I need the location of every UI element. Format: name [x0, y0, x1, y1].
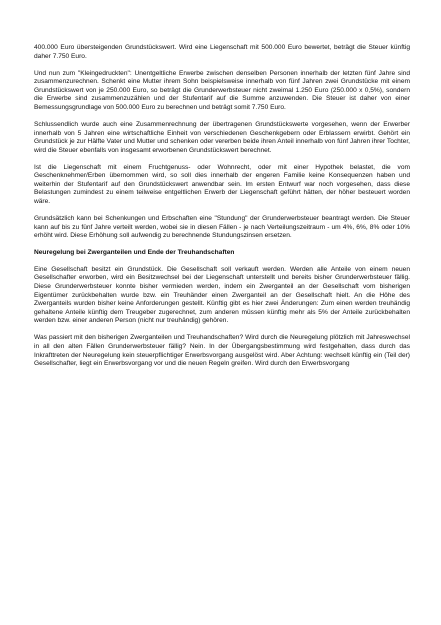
paragraph-3: Schlussendlich wurde auch eine Zusammenrechnung der übertragenen Grundstückswerte vorgesehen, wenn der Erwerber innerhalb von 5 Jahren eine wirtschaftliche Einheit von verschiedenen Geschenkgebern oder Erblassern erwirbt. Gehört ein Grundstück je zur Hälfte Vater und Mutter und schenken oder vererben beide ihren Anteil innerhalb von fünf Jahren ihrer Tochter, wird die Steuer ebenfalls von insgesamt erworbenen Grundstückswert berechnet. — [34, 120, 410, 154]
paragraph-4: Ist die Liegenschaft mit einem Fruchtgenuss- oder Wohnrecht, oder mit einer Hypothek belastet, die vom Geschenknehmer/Erben übernommen wird, so soll dies innerhalb der engeren Familie keine Konsequenzen haben und weiterhin der Stufentarif auf den Grundstückswert anwendbar sein. Im ersten Entwurf war noch vorgesehen, dass diese Belastungen zumindest zu einem teilweise entgeltlichen Erwerb der Liegenschaft geführt hätten, der höher besteuert worden wäre. — [34, 163, 410, 206]
document-page — [34, 44, 410, 377]
paragraph-6: Eine Gesellschaft besitzt ein Grundstück. Die Gesellschaft soll verkauft werden. Werden alle Anteile von einem neuen Gesellschafter erworben, wird ein Besitzwechsel bei der Liegenschaft unterstellt und bereits bisher Grunderwerbsteuer fällig. Diese Grunderwerbsteuer konnte bisher vermieden werden, indem ein Zwerganteil an der Gesellschaft vom bisherigen Eigentümer zurückbehalten wurde bzw. ein Treuhänder einen Zwerganteil an der Gesellschaft hielt. An die Höhe des Zwerganteils wurden bisher keine Anforderungen gestellt. Künftig gibt es hier zwei Änderungen: Zum einen werden treuhändig gehaltene Anteile künftig dem Treugeber zugerechnet, zum anderen müssen künftig mehr als 5% der Anteile zurückbehalten werden bzw. einer anderen Person (nicht nur treuhändig) gehören. — [34, 265, 410, 325]
section-heading: Neuregelung bei Zwerganteilen und Ende der Treuhandschaften — [34, 249, 235, 257]
paragraph-1: 400.000 Euro übersteigenden Grundstückswert. Wird eine Liegenschaft mit 500.000 Euro bewertet, beträgt die Steuer künftig daher 7.750 Euro. — [34, 44, 410, 60]
paragraph-2: Und nun zum "Kleingedruckten": Unentgeltliche Erwerbe zwischen denselben Personen innerhalb der letzten fünf Jahre sind zusammenzurechnen. Schenkt eine Mutter ihrem Sohn beispielsweise innerhalb von fünf Jahren zwei Grundstücke mit einem Grundstückswert von je 250.000 Euro, so beträgt die Grunderwerbsteuer nicht zweimal 1.250 Euro (250.000 x 0,5%), sondern die Erwerbe sind zusammenzuzählen und der Stufentarif auf die Summe anzuwenden. Die Steuer ist daher von einer Bemessungsgrundlage von 500.000 Euro zu berechnen und beträgt somit 7.750 Euro. — [34, 69, 410, 111]
paragraph-7: Was passiert mit den bisherigen Zwerganteilen und Treuhandschaften? Wird durch die Neuregelung plötzlich mit Jahreswechsel in all den alten Fällen Grunderwerbsteuer fällig? Nein. In der Übergangsbestimmung wird festgehalten, dass durch das Inkrafttreten der Neuregelung kein steuerpflichtiger Erwerbsvorgang ausgelöst wird. Aber Achtung: wechselt künftig ein (Teil der) Gesellschafter, liegt ein Erwerbsvorgang vor und die neuen Regeln greifen. Wird durch den Erwerbsvorgang — [34, 334, 410, 368]
paragraph-5: Grundsätzlich kann bei Schenkungen und Erbschaften eine "Stundung" der Grunderwerbsteuer beantragt werden. Die Steuer kann auf bis zu fünf Jahre verteilt werden, wobei sie in diesen Fällen - je nach Verteilungszeitraum - um 4%, 6%, 8% oder 10% erhöht wird. Diese Erhöhung soll aufwendig zu berechnende Stundungszinsen ersetzen. — [34, 215, 410, 240]
